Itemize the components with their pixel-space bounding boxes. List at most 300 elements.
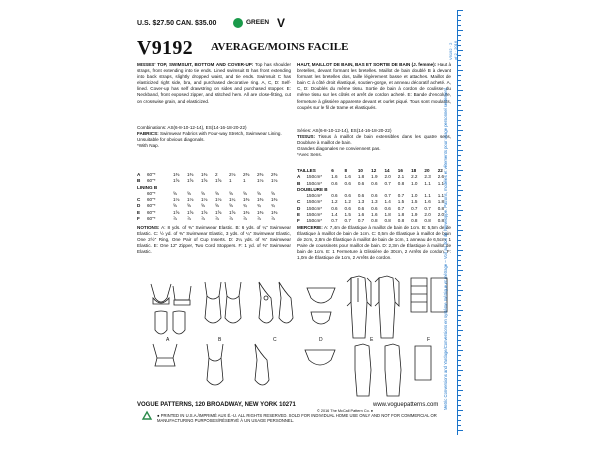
ruler-tick	[458, 290, 463, 291]
french-table-cell: 0.6	[331, 180, 338, 186]
color-label: GREEN	[246, 19, 270, 26]
french-table-cell: 0.7	[344, 218, 351, 224]
ruler-tick	[458, 415, 461, 416]
ruler-tick	[458, 280, 461, 281]
french-table-cell: 1.0	[411, 180, 418, 186]
french-table-row-label: A	[297, 174, 301, 180]
french-table-cell: 0.6	[371, 193, 378, 199]
french-table-cell: 1.8	[357, 174, 365, 180]
english-description	[137, 62, 291, 122]
ruler-tick	[458, 150, 463, 151]
english-table-cell: 1⅝	[187, 178, 194, 184]
recycle-icon	[140, 410, 154, 424]
english-table-cell: ⅝	[187, 190, 191, 196]
french-notions	[297, 225, 451, 277]
english-table-cell: 1⅝	[215, 178, 222, 184]
ruler-tick	[458, 235, 461, 236]
french-table-cell: 1.6	[371, 212, 378, 218]
view-c-line-drawing	[253, 278, 297, 344]
english-table-row-width: 60"*	[147, 203, 156, 209]
french-table-cell: 0.7	[411, 205, 418, 211]
swimsuit-c-icon	[253, 278, 297, 344]
ruler-tick	[458, 395, 461, 396]
footer-legal: ● PRINTED IN U.S.A./IMPRIMÉ AUX É.-U. ALL RIGHTS RESERVED. SOLD FOR INDIVIDUAL HOME USE ONLY AND NOT FOR COMMERCIAL OR MANUFACTURING PURPOSES/RÉSERVÉ À UN USAGE PERSONNEL.	[157, 413, 437, 424]
english-table-cell: 1⅜	[187, 172, 194, 177]
english-table-cell: ⅝	[257, 190, 261, 196]
french-table-header-cell: 22	[437, 168, 443, 173]
ruler-tick	[458, 50, 463, 51]
english-fabrics-body: Swimwear Fabrics with Four-way Stretch, Swimwear Lining.	[159, 131, 282, 137]
ruler-tick	[458, 295, 461, 296]
views-back-line-drawings	[145, 337, 445, 398]
french-table-header-cell: 10	[357, 168, 363, 173]
ruler-tick	[458, 75, 461, 76]
french-table-cell: 2.3	[424, 174, 431, 180]
ruler-tick	[458, 405, 461, 406]
ruler-tick	[458, 285, 461, 286]
english-combinations: Combinations: AS(6-8-10-12-14), ES(14-16-18-20-22)	[137, 125, 247, 130]
ruler-tick	[458, 255, 461, 256]
french-table-cell: 1.8	[397, 212, 405, 218]
ruler-tick	[458, 40, 461, 41]
english-table-row-label: F	[137, 216, 140, 222]
french-table-cell: 0.6	[344, 193, 351, 199]
english-table-cell: 1⅜	[243, 197, 250, 203]
english-table-row-label: E	[137, 209, 141, 215]
english-table-cell: ⅞	[243, 216, 247, 222]
french-table-cell: 0.8	[371, 218, 378, 224]
english-table-row-label: D	[137, 203, 141, 209]
footer-address: VOGUE PATTERNS, 120 BROADWAY, NEW YORK 10271	[137, 402, 296, 408]
sidebar-top-text: V9192 · 2 of 2 · 2016	[448, 40, 458, 60]
ruler-tick	[458, 120, 461, 121]
french-intro-body: Haut à bretelles, devant formant les bretelles. Maillot de bain doublé B à devant formant les bretelles dos, taille légèrement basse et attaches. Maillot de bain C à côté droit élastiqué, soutien-gorge, et anneau décoratif acheté. A, C, D: Doublés du même tissu. Sortie de bain à cordon de coulisse du même tissu sur les côtés et arrêt de cordon acheté. E: Bande d'encolure, fermeture à glissière apparente devant et ourlet piqué. Tous sont moulants, coupés sur le fil de trame et élastiqués.	[297, 62, 451, 110]
english-table-cell: 1⅜	[173, 172, 180, 177]
french-table-row-width: 150cm*	[306, 212, 323, 218]
figure-label-d: D	[319, 337, 323, 343]
ruler-tick	[458, 310, 463, 311]
french-table-row-width: 150cm*	[306, 205, 323, 211]
english-table-row-width: 60"*	[147, 216, 156, 222]
english-table-cell: 1⅜	[243, 209, 250, 215]
color-letter: V	[277, 16, 286, 30]
ruler-tick	[458, 430, 463, 431]
ruler-tick	[458, 65, 461, 66]
french-table-cell: 1.3	[357, 199, 365, 205]
french-yardage-table	[297, 168, 451, 225]
ruler-tick	[458, 220, 461, 221]
french-table-row-width: 150cm*	[306, 180, 323, 186]
ruler-tick	[458, 10, 463, 11]
english-table-cell: 2⅜	[271, 172, 278, 177]
ruler-tick	[458, 365, 461, 366]
english-table-cell: ⅞	[257, 216, 261, 222]
french-table-cell: 0.6	[357, 205, 365, 211]
french-table-cell: 0.8	[411, 218, 418, 224]
english-table-row-width: 60"*	[147, 197, 156, 203]
ruler-tick	[458, 340, 461, 341]
english-table-cell: 1⅜	[271, 209, 278, 215]
english-table-row	[137, 216, 291, 222]
ruler-tick	[458, 380, 461, 381]
french-table-cell: 2.2	[411, 174, 418, 180]
ruler-tick	[458, 215, 461, 216]
envelope-sheet	[137, 10, 457, 440]
french-table-cell: 1.3	[371, 199, 378, 205]
french-table-cell: 1.1	[424, 193, 431, 199]
french-table-header-cell: TAILLES	[297, 168, 316, 173]
ruler-tick	[458, 15, 461, 16]
ruler-tick	[458, 345, 461, 346]
ruler-tick	[458, 275, 461, 276]
french-table-row-label: E	[297, 212, 301, 218]
ruler-tick	[458, 265, 461, 266]
french-table-cell: 1.5	[344, 212, 351, 218]
french-table-row-label: F	[297, 218, 300, 224]
side-ruler	[457, 10, 464, 435]
ruler-tick	[458, 325, 461, 326]
french-table-cell: 0.7	[384, 193, 391, 199]
french-table-cell: 1.1	[437, 180, 445, 186]
ruler-tick	[458, 25, 461, 26]
english-table-cell: ⅞	[271, 216, 275, 222]
french-table-row-width: 150cm*	[306, 199, 323, 205]
ruler-tick	[458, 180, 461, 181]
figure-label-f: F	[427, 337, 431, 343]
ruler-tick	[458, 230, 463, 231]
english-table-row	[137, 178, 291, 184]
french-table-cell: 1.6	[357, 212, 365, 218]
french-table-cell: 0.8	[384, 218, 391, 224]
ruler-tick	[458, 125, 461, 126]
ruler-tick	[458, 335, 461, 336]
ruler-tick	[458, 300, 461, 301]
french-table-cell: 1.5	[411, 199, 418, 205]
english-table-cell: 2⅛	[229, 172, 236, 177]
english-table-cell: 1¼	[229, 197, 236, 203]
ruler-tick	[458, 90, 463, 91]
view-d-line-drawing	[301, 278, 341, 344]
ruler-tick	[458, 210, 463, 211]
french-tissus-head: TISSUS:	[297, 134, 316, 140]
french-table-cell: 0.6	[331, 193, 338, 199]
english-table-cell: ⅝	[215, 203, 219, 209]
french-table-cell: 0.6	[344, 205, 351, 211]
price-line: U.S. $27.50 CAN. $35.00	[137, 20, 217, 27]
figure-label-c: C	[273, 337, 277, 343]
ruler-tick	[458, 305, 461, 306]
french-table-row-label: DOUBLURE B	[297, 186, 328, 192]
ruler-tick	[458, 400, 461, 401]
english-notions-head: NOTIONS:	[137, 225, 160, 230]
ruler-tick	[458, 330, 463, 331]
english-table-cell: 1⅛	[215, 197, 222, 203]
french-table-cell: 0.7	[397, 193, 405, 199]
french-table-cell: 1.6	[344, 174, 351, 180]
english-table-cell: 1⅛	[187, 197, 194, 203]
ruler-tick	[458, 115, 461, 116]
ruler-tick	[458, 260, 461, 261]
french-table-cell: 0.6	[331, 205, 338, 211]
english-notions-body: A: 8 yds. of ⅜" Swimwear Elastic. B: 6 yds. of ¼" Swimwear Elastic. C: ½ yd. of ⅜" Swimwear Elastic, 3 yds. of ¼" Swimwear Elastic, One 2½" Ring, One Pair of Cup Inserts. D: 2¼ yds. of ⅜" Swimwear Elastic. E: One 12" Zipper, Two Cord Stoppers. F: 1 yd. of ⅜" Swimwear Elastic.	[137, 225, 291, 255]
french-table-header-cell: 8	[344, 168, 348, 173]
french-table-header-cell: 14	[384, 168, 390, 173]
english-table-cell: ⅞	[215, 216, 219, 222]
ruler-tick	[458, 225, 461, 226]
french-table-cell: 2.0	[384, 174, 391, 180]
catalog-number: V9192	[137, 37, 193, 59]
french-table-cell: 0.8	[437, 218, 445, 224]
ruler-tick	[458, 390, 463, 391]
english-table-cell: 1⅝	[229, 209, 236, 215]
english-table-cell: ⅞	[229, 216, 233, 222]
ruler-tick	[458, 250, 463, 251]
english-table-cell: ⅝	[187, 203, 191, 209]
ruler-tick	[458, 320, 461, 321]
english-notions	[137, 225, 291, 273]
english-table-cell: ⅝	[271, 190, 275, 196]
french-table-cell: 0.6	[371, 180, 378, 186]
english-fabrics-head: FABRICS:	[137, 131, 159, 137]
figure-label-b: B	[218, 337, 222, 343]
french-table-cell: 0.7	[331, 218, 338, 224]
footer-copyright: © 2016 The McCall Pattern Co. ●	[317, 409, 374, 413]
french-table-row-label: D	[297, 205, 301, 211]
english-table-row-width: 60"*	[147, 190, 156, 196]
french-table-cell: 1.5	[397, 199, 405, 205]
english-table-cell: 1⅜	[257, 197, 264, 203]
top-front-back-icon	[145, 278, 193, 344]
english-yardage-table	[137, 172, 291, 222]
view-a-line-drawing	[145, 278, 193, 344]
english-table-cell: 1⅝	[173, 178, 180, 184]
french-table-cell: 0.8	[437, 205, 445, 211]
ruler-tick	[458, 95, 461, 96]
english-table-row-width: 60"*	[147, 209, 156, 215]
ruler-tick	[458, 360, 461, 361]
french-table-header-cell: 12	[371, 168, 377, 173]
english-table-cell: 1⅜	[201, 172, 208, 177]
ruler-tick	[458, 245, 461, 246]
english-table-cell: 1⅝	[215, 209, 222, 215]
cover-up-e-icon	[345, 272, 401, 344]
ruler-tick	[458, 105, 461, 106]
ruler-tick	[458, 240, 461, 241]
ruler-tick	[458, 45, 461, 46]
figure-label-e: E	[370, 337, 374, 343]
french-table-row	[297, 218, 451, 224]
french-description	[297, 62, 451, 126]
french-table-row-width: 150cm*	[306, 193, 323, 199]
english-table-cell: ¾	[257, 203, 261, 209]
english-table-cell: ⅞	[187, 216, 191, 222]
ruler-tick	[458, 55, 461, 56]
french-table-cell: 1.8	[384, 212, 391, 218]
ruler-tick	[458, 375, 461, 376]
ruler-tick	[458, 370, 463, 371]
english-with-nap: *With Nap.	[137, 143, 159, 149]
english-table-row-label: LINING B	[137, 184, 158, 190]
english-table-cell: ⅝	[173, 190, 177, 196]
ruler-tick	[458, 350, 463, 351]
english-table-cell: ¾	[271, 203, 275, 209]
ruler-tick	[458, 130, 463, 131]
ruler-tick	[458, 205, 461, 206]
ruler-tick	[458, 155, 461, 156]
english-table-cell: 1⅛	[201, 197, 208, 203]
french-table-cell: 0.7	[397, 205, 405, 211]
french-table-cell: 1.2	[344, 199, 351, 205]
view-b-line-drawing	[197, 278, 245, 344]
french-table-header-cell: 16	[397, 168, 403, 173]
french-fabrics	[297, 128, 451, 168]
english-intro-head: MISSES' TOP, SWIMSUIT, BOTTOM AND COVER-UP:	[137, 62, 254, 67]
english-table-cell: 1	[229, 178, 232, 184]
green-color-dot-icon	[233, 18, 243, 28]
french-table-cell: 1.1	[437, 193, 445, 199]
ruler-tick	[458, 425, 461, 426]
english-table-cell: ⅝	[201, 203, 205, 209]
ruler-tick	[458, 175, 461, 176]
french-table-cell: 1.8	[437, 199, 445, 205]
english-table-cell: 1⅝	[201, 178, 208, 184]
english-table-cell: 1⅛	[271, 178, 278, 184]
english-table-cell: 1⅜	[271, 197, 278, 203]
ruler-tick	[458, 410, 463, 411]
french-table-cell: 2.6	[437, 174, 445, 180]
english-table-cell: ¾	[243, 203, 247, 209]
french-table-cell: 1.9	[371, 174, 378, 180]
ruler-tick	[458, 135, 461, 136]
english-table-cell: 1⅛	[173, 197, 180, 203]
french-table-header-cell: 18	[411, 168, 417, 173]
french-table-cell: 1.9	[411, 212, 418, 218]
french-table-cell: 0.6	[357, 193, 365, 199]
ruler-tick	[458, 110, 463, 111]
figure-label-a: A	[166, 337, 170, 343]
english-table-cell: ⅝	[229, 203, 233, 209]
french-notions-body: A: 7,4m de Élastique à maillot de bain de 1cm. B: 5,5m de de Élastique à maillot de bain de 1cm. C: 0,5m de Élastique à maillot de bain de 2cm, 2,8m de Élastique à maillot de bain de 1cm, 1 anneau de 6,5cm, 1 Paire de coussinets pour maillot de bain. D: 2,3m de Élastique à maillot de bain de 1cm. E: 1 Fermeture à Glissière de 30cm, 2 Arrêts de cordon. F: 1,0m de Élastique de 1cm, 2 Arrêts de cordon.	[297, 225, 451, 261]
english-intro-body: Top has shoulder straps, front extending into tie ends. Lined swimsuit B has front extending into back straps, slightly dropped waist, and tie ends. Swimsuit C has elasticized right side, bra, and purchased decorative ring. A, C, D: Self-lined. Cover-up has self drawstring on sides and purchased stopper. E: Neckband, front exposed zipper, and stitched hem. All are close-fitting, cut on crosswise grain, and elasticized.	[137, 62, 291, 104]
french-table-cell: 0.6	[344, 180, 351, 186]
french-table-row-width: 150cm*	[306, 218, 323, 224]
view-e-line-drawing	[345, 272, 401, 344]
french-table-cell: 0.6	[357, 180, 365, 186]
english-table-row-width: 60"*	[147, 172, 156, 177]
difficulty-subtitle: AVERAGE/MOINS FACILE	[211, 41, 349, 53]
ruler-tick	[458, 355, 461, 356]
french-tissus-body: Tissus à maillot de bain extensibles dans les quatre sens, Doublure à maillot de bain.	[297, 134, 451, 146]
english-table-cell: ⅝	[201, 190, 205, 196]
ruler-tick	[458, 30, 463, 31]
ruler-tick	[458, 200, 461, 201]
english-table-cell: ⅝	[173, 203, 177, 209]
ruler-tick	[458, 160, 461, 161]
english-table-row-label: A	[137, 172, 141, 177]
french-table-cell: 0.6	[384, 205, 391, 211]
english-table-row-width: 60"*	[147, 178, 156, 184]
ruler-tick	[458, 80, 461, 81]
french-table-row-width: 150cm*	[306, 174, 323, 180]
english-fabrics	[137, 125, 291, 173]
english-table-row-label: B	[137, 178, 141, 184]
english-table-cell: 2⅜	[243, 172, 250, 177]
english-table-cell: 2	[215, 172, 218, 177]
english-table-cell: 1⅝	[187, 209, 194, 215]
french-with-nap: *Avec Sens.	[297, 152, 322, 158]
ruler-tick	[458, 185, 461, 186]
french-table-cell: 2.0	[424, 212, 431, 218]
ruler-tick	[458, 140, 461, 141]
french-table-cell: 0.7	[424, 205, 431, 211]
bottom-d-icon	[301, 278, 341, 344]
french-table-cell: 1.0	[411, 193, 418, 199]
english-unsuitable: Unsuitable for obvious diagonals.	[137, 137, 205, 143]
french-table-cell: 1.4	[384, 199, 391, 205]
english-table-cell: 1	[243, 178, 246, 184]
english-table-cell: 1⅜	[257, 209, 264, 215]
french-series: Séries: AS(6-8-10-12-14), ES(14-16-18-20-22)	[297, 128, 392, 133]
french-table-cell: 0.6	[371, 205, 378, 211]
english-table-cell: ⅞	[201, 216, 205, 222]
french-table-row-label: B	[297, 180, 301, 186]
english-table-cell: ⅝	[229, 190, 233, 196]
french-table-cell: 2.1	[397, 174, 405, 180]
french-table-cell: 2.0	[437, 212, 445, 218]
english-table-cell: 1⅝	[201, 209, 208, 215]
ruler-tick	[458, 165, 461, 166]
ruler-tick	[458, 85, 461, 86]
french-table-row-label: C	[297, 199, 301, 205]
ruler-tick	[458, 190, 463, 191]
ruler-tick	[458, 20, 461, 21]
ruler-tick	[458, 195, 461, 196]
garment-back-views-icon	[145, 337, 445, 398]
english-table-cell: ⅝	[215, 190, 219, 196]
ruler-tick	[458, 60, 461, 61]
english-table-cell: 1⅝	[173, 209, 180, 215]
french-intro-head: HAUT, MAILLOT DE BAIN, BAS ET SORTIE DE BAIN (J. femme):	[297, 62, 437, 67]
swimsuit-b-icon	[197, 278, 245, 344]
french-table-cell: 0.8	[397, 218, 405, 224]
english-table-cell: 1⅛	[257, 178, 264, 184]
ruler-tick	[458, 270, 463, 271]
english-table-row-label: C	[137, 197, 141, 203]
ruler-tick	[458, 420, 461, 421]
french-table-cell: 1.6	[424, 199, 431, 205]
french-table-cell: 1.2	[331, 199, 338, 205]
ruler-tick	[458, 35, 461, 36]
english-table-cell: 2⅜	[257, 172, 264, 177]
french-table-header-cell: 20	[424, 168, 430, 173]
ruler-tick	[458, 170, 463, 171]
sidebar-vertical-text: Metric Conversions and Yardage/Conversions en système métrique et métrage – Voir au dos de l'enveloppe. Patrons, modèles et vêtements pour usage personnel seulement.	[443, 86, 448, 410]
ruler-tick	[458, 145, 461, 146]
french-diagonals: Grandes diagonales ne conviennent pas.	[297, 146, 381, 152]
french-table-header-cell: 6	[331, 168, 334, 173]
french-table-cell: 1.6	[331, 174, 338, 180]
ruler-tick	[458, 100, 461, 101]
french-table-cell: 0.7	[357, 218, 365, 224]
english-table-cell: ⅞	[173, 216, 177, 222]
french-notions-head: MERCERIE:	[297, 225, 323, 230]
ruler-tick	[458, 385, 461, 386]
english-table-cell: ⅝	[243, 190, 247, 196]
footer-website: www.voguepatterns.com	[373, 402, 439, 408]
french-table-cell: 1.1	[424, 180, 431, 186]
ruler-tick	[458, 70, 463, 71]
french-table-cell: 0.8	[424, 218, 431, 224]
